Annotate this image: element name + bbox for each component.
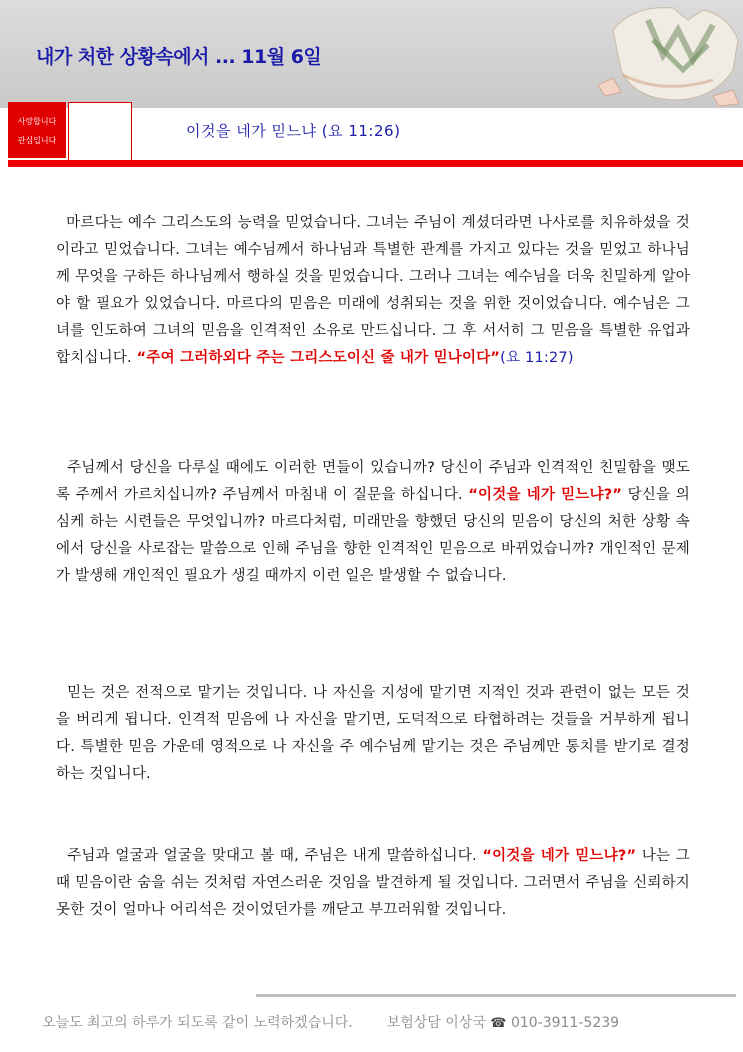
paragraph-1-ref: (요 11:27) xyxy=(500,350,574,366)
paragraph-3 xyxy=(56,680,690,788)
paragraph-1-text: 마르다는 예수 그리스도의 능력을 믿었습니다. 그녀는 주님이 계셨더라면 나사로를 치유하셨을 것이라고 믿었습니다. 그녀는 예수님께서 하나님과 특별한 관계를 가지고 있다는 것을 믿었고 하나님께 무엇을 구하든 하나님께서 행하실 것을 믿었습니다. 그러나 그녀는 예수님을 더욱 친밀하게 알아야 할 필요가 있었습니다. 마르다의 믿음은 미래에 성취되는 것을 위한 것이었습니다. 예수님은 그녀를 인도하여 그녀의 믿음을 인격적인 소유로 만드십니다. 그 후 서서히 그 믿음을 특별한 유업과 합치십니다. xyxy=(56,215,690,366)
broken-egg-money-icon xyxy=(593,0,743,108)
paragraph-2-quote: “이것을 네가 믿느냐?” xyxy=(468,487,623,503)
paragraph-2 xyxy=(56,455,690,590)
badge-line-1: 사랑합니다 xyxy=(17,117,57,126)
footer-divider xyxy=(256,994,736,997)
badge xyxy=(8,102,66,158)
footer-phone: 010-3911-5239 xyxy=(510,1015,620,1031)
footer-slogan: 오늘도 최고의 하루가 되도록 같이 노력하겠습니다. xyxy=(42,1015,353,1031)
paragraph-2-text: 주님께서 당신을 다루실 때에도 이러한 면들이 있습니까? 당신이 주님과 인격적인 친밀함을 맺도록 주께서 가르치십니까? 주님께서 마침내 이 질문을 하십니다. xyxy=(56,460,690,503)
badge-line-2: 관심입니다 xyxy=(17,136,57,145)
page-title: 내가 처한 상황속에서 ... 11월 6일 xyxy=(36,46,322,68)
divider-left xyxy=(8,160,132,167)
paragraph-1-quote: “주여 그러하외다 주는 그리스도이신 줄 내가 믿나이다” xyxy=(136,350,501,366)
divider xyxy=(130,160,743,167)
paragraph-4 xyxy=(56,843,690,924)
paragraph-2-text-after: 당신을 의심케 하는 시련들은 무엇입니까? 마르다처럼, 미래만을 향했던 당신의 믿음이 당신의 처한 상황 속에서 당신을 사로잡는 말씀으로 인해 주님을 향한 인격적인 믿음으로 바뀌었습니까? 개인적인 문제가 발생해 개인적인 필요가 생길 때까지 이런 일은 발생할 수 없습니다. xyxy=(56,487,690,584)
paragraph-4-quote: “이것을 네가 믿느냐?” xyxy=(482,848,637,864)
footer xyxy=(42,1012,619,1032)
paragraph-1 xyxy=(56,210,690,372)
paragraph-3-text: 믿는 것은 전적으로 맡기는 것입니다. 나 자신을 지성에 맡기면 지적인 것과 관련이 없는 모든 것을 버리게 됩니다. 인격적 믿음에 나 자신을 맡기면, 도덕적으로 타협하려는 것들을 거부하게 됩니다. 특별한 믿음 가운데 영적으로 나 자신을 주 예수님께 맡기는 것은 주님께만 통치를 받기로 결정하는 것입니다. xyxy=(56,685,690,782)
phone-icon: ☎ xyxy=(490,1016,507,1031)
paragraph-4-text-after: 나는 그때 믿음이란 숨을 쉬는 것처럼 자연스러운 것임을 발견하게 될 것입니다. 그러면서 주님을 신뢰하지 못한 것이 얼마나 어리석은 것이었던가를 깨닫고 부끄러워할 것입니다. xyxy=(56,848,691,918)
paragraph-4-text: 주님과 얼굴과 얼굴을 맞대고 볼 때, 주님은 내게 말씀하십니다. xyxy=(67,848,483,864)
photo-frame xyxy=(68,102,132,162)
footer-contact: 보험상담 이상국 xyxy=(386,1015,486,1031)
verse-reference: 이것을 네가 믿느냐 (요 11:26) xyxy=(186,122,401,140)
header-banner xyxy=(0,0,743,108)
